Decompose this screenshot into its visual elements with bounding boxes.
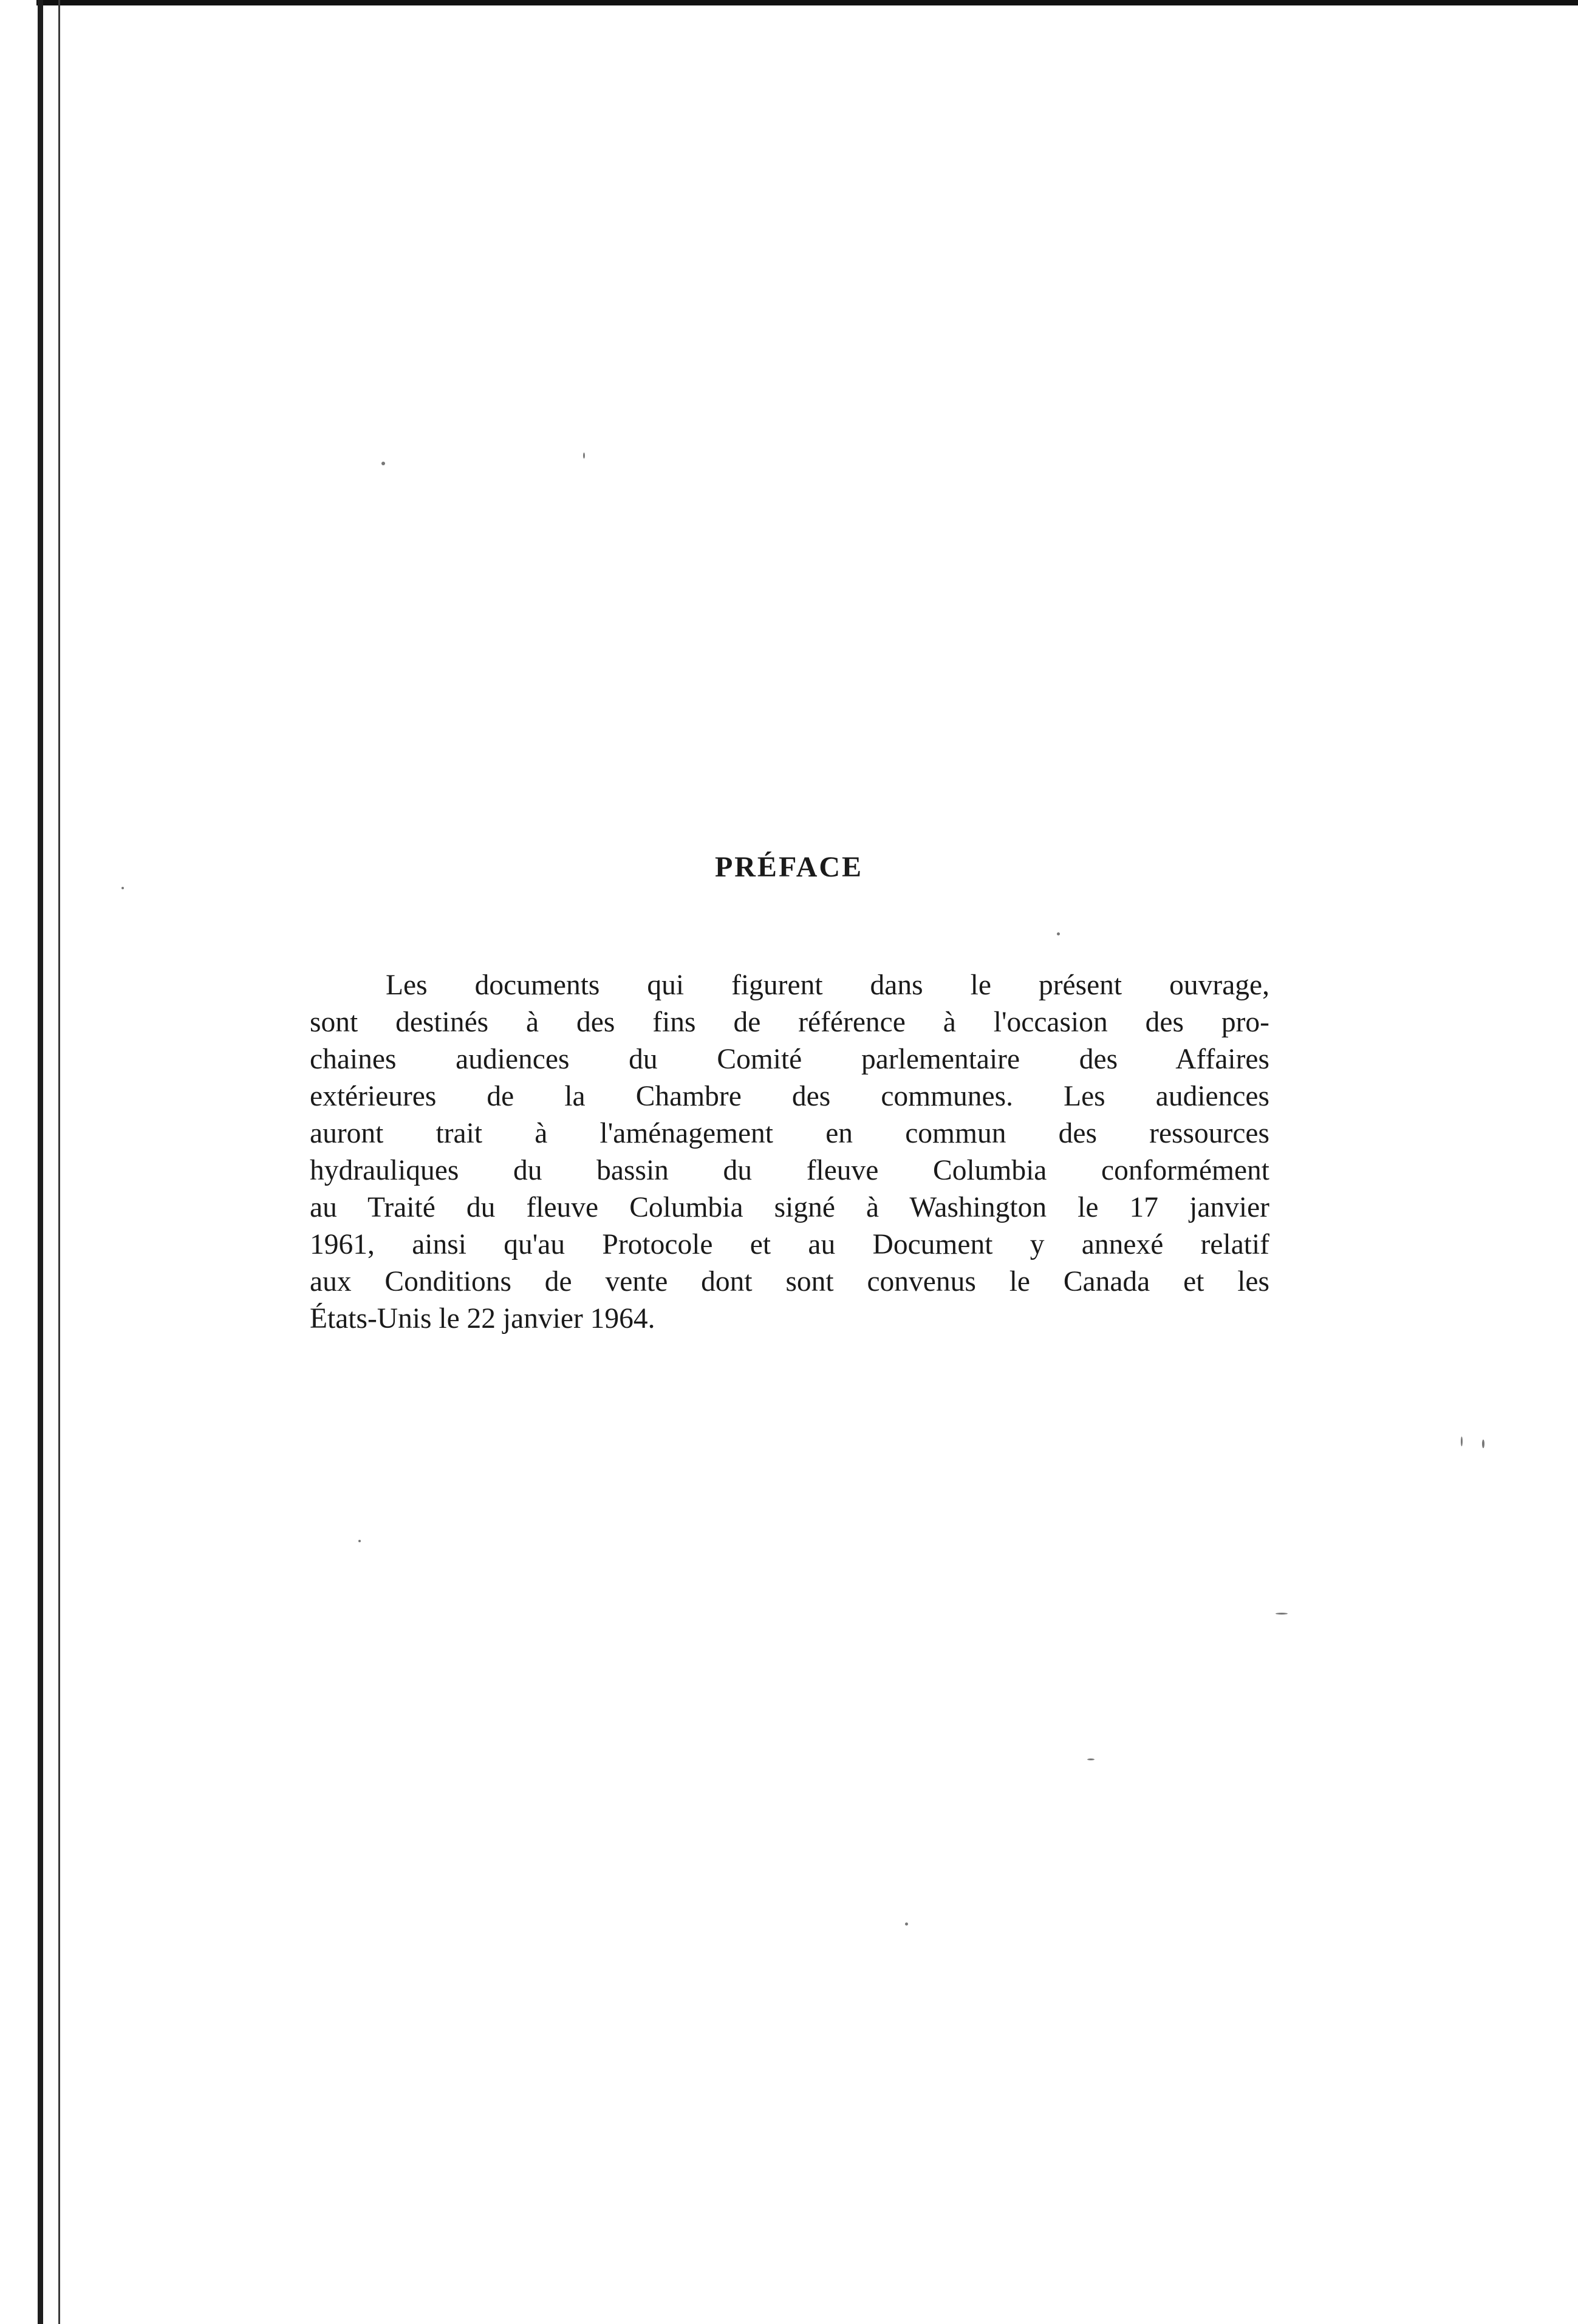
scan-speck bbox=[583, 453, 585, 459]
preface-line: Les documents qui figurent dans le présent ouvrage, bbox=[386, 969, 1269, 1001]
scan-speck bbox=[1276, 1613, 1288, 1615]
page-binding-edge bbox=[38, 0, 43, 2324]
preface-line: États-Unis le 22 janvier 1964. bbox=[310, 1303, 655, 1335]
preface-line: hydrauliques du bassin du fleuve Columbia conformément bbox=[310, 1155, 1269, 1186]
scan-speck bbox=[121, 887, 124, 889]
preface-line: chaines audiences du Comité parlementaire des Affaires bbox=[310, 1044, 1269, 1075]
page-top-edge bbox=[36, 0, 1578, 5]
scan-speck bbox=[1482, 1440, 1484, 1448]
preface-paragraph bbox=[310, 967, 1269, 1338]
scan-speck bbox=[358, 1540, 361, 1542]
preface-line: auront trait à l'aménagement en commun des ressources bbox=[310, 1118, 1269, 1149]
preface-line: extérieures de la Chambre des communes. Les audiences bbox=[310, 1081, 1269, 1112]
scan-speck bbox=[1087, 1758, 1095, 1760]
preface-line: 1961, ainsi qu'au Protocole et au Document y annexé relatif bbox=[310, 1229, 1269, 1260]
scan-speck bbox=[905, 1922, 908, 1926]
preface-line: sont destinés à des fins de référence à l'occasion des pro- bbox=[310, 1006, 1269, 1038]
scan-speck bbox=[1057, 932, 1060, 935]
page-title: PRÉFACE bbox=[714, 851, 864, 883]
scan-speck bbox=[381, 462, 385, 465]
preface-line: au Traité du fleuve Columbia signé à Washington le 17 janvier bbox=[310, 1192, 1269, 1223]
scan-speck bbox=[1461, 1437, 1463, 1446]
preface-line: aux Conditions de vente dont sont convenus le Canada et les bbox=[310, 1266, 1269, 1297]
page-binding-shadow bbox=[58, 0, 60, 2324]
